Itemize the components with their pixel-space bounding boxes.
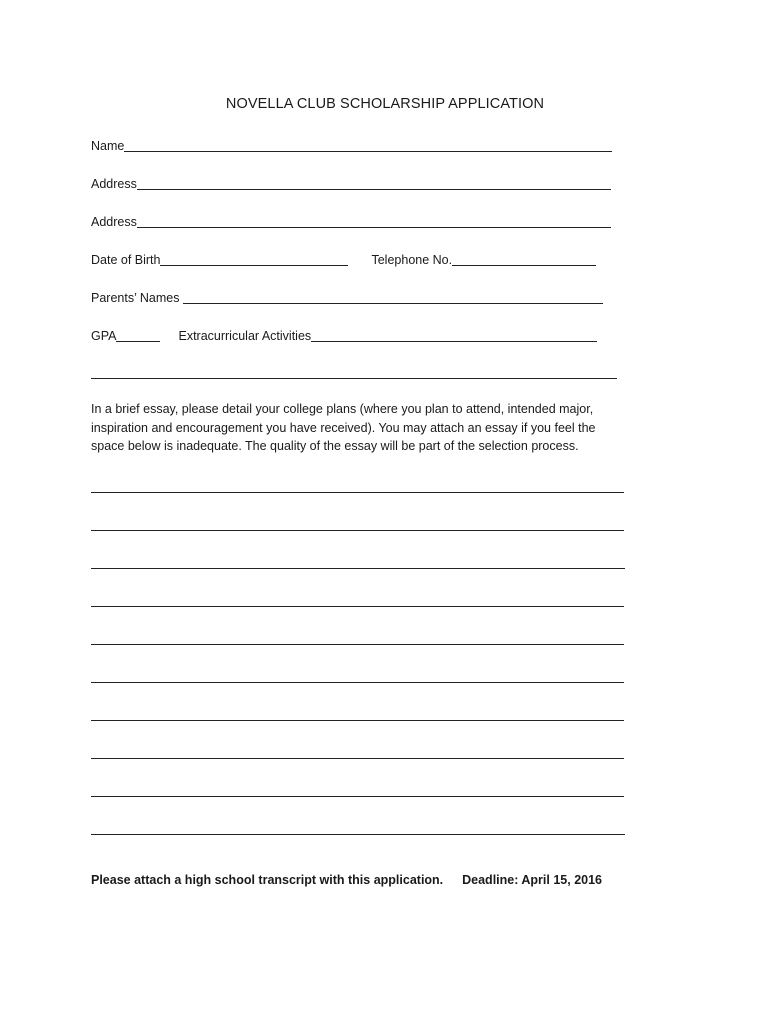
address-field-1[interactable] <box>137 175 611 190</box>
essay-line[interactable] <box>91 530 624 531</box>
parents-row <box>91 286 603 306</box>
name-field[interactable] <box>124 137 612 152</box>
dob-field[interactable] <box>160 251 348 266</box>
essay-line[interactable] <box>91 682 624 683</box>
telephone-label: Telephone No. <box>371 253 453 267</box>
essay-prompt-line: inspiration and encouragement you have received). You may attach an essay if you feel the <box>91 420 596 435</box>
essay-prompt-line: space below is inadequate. The quality of the essay will be part of the selection process. <box>91 439 579 453</box>
activities-label: Extracurricular Activities <box>178 329 312 343</box>
essay-line[interactable] <box>91 644 624 645</box>
dob-label: Date of Birth <box>91 253 161 267</box>
parents-field[interactable] <box>183 289 603 304</box>
address-field-2[interactable] <box>137 213 611 228</box>
page-title: NOVELLA CLUB SCHOLARSHIP APPLICATION <box>225 96 545 112</box>
essay-line[interactable] <box>91 492 624 493</box>
footer <box>91 873 602 887</box>
activities-continuation-line[interactable] <box>91 378 617 379</box>
activities-field[interactable] <box>311 327 597 342</box>
address-label-1: Address <box>91 177 137 191</box>
essay-line[interactable] <box>91 834 625 835</box>
essay-line[interactable] <box>91 796 624 797</box>
essay-prompt-line: In a brief essay, please detail your college plans (where you plan to attend, intended major, <box>91 402 594 416</box>
telephone-field[interactable] <box>452 251 596 266</box>
essay-line[interactable] <box>91 606 624 607</box>
gpa-field[interactable] <box>116 327 160 342</box>
name-row <box>91 134 612 154</box>
transcript-note: Please attach a high school transcript with this application. <box>91 873 444 887</box>
parents-label: Parents’ Names <box>91 291 180 305</box>
address-label-2: Address <box>91 215 137 229</box>
address-row-1 <box>91 172 611 192</box>
essay-prompt <box>91 400 661 456</box>
gpa-label: GPA <box>91 329 117 343</box>
name-label: Name <box>91 139 125 153</box>
address-row-2 <box>91 210 611 230</box>
essay-line[interactable] <box>91 568 625 569</box>
dob-telephone-row <box>91 248 596 268</box>
gpa-activities-row <box>91 324 597 344</box>
essay-line[interactable] <box>91 758 624 759</box>
essay-line[interactable] <box>91 720 624 721</box>
deadline: Deadline: April 15, 2016 <box>462 873 602 887</box>
